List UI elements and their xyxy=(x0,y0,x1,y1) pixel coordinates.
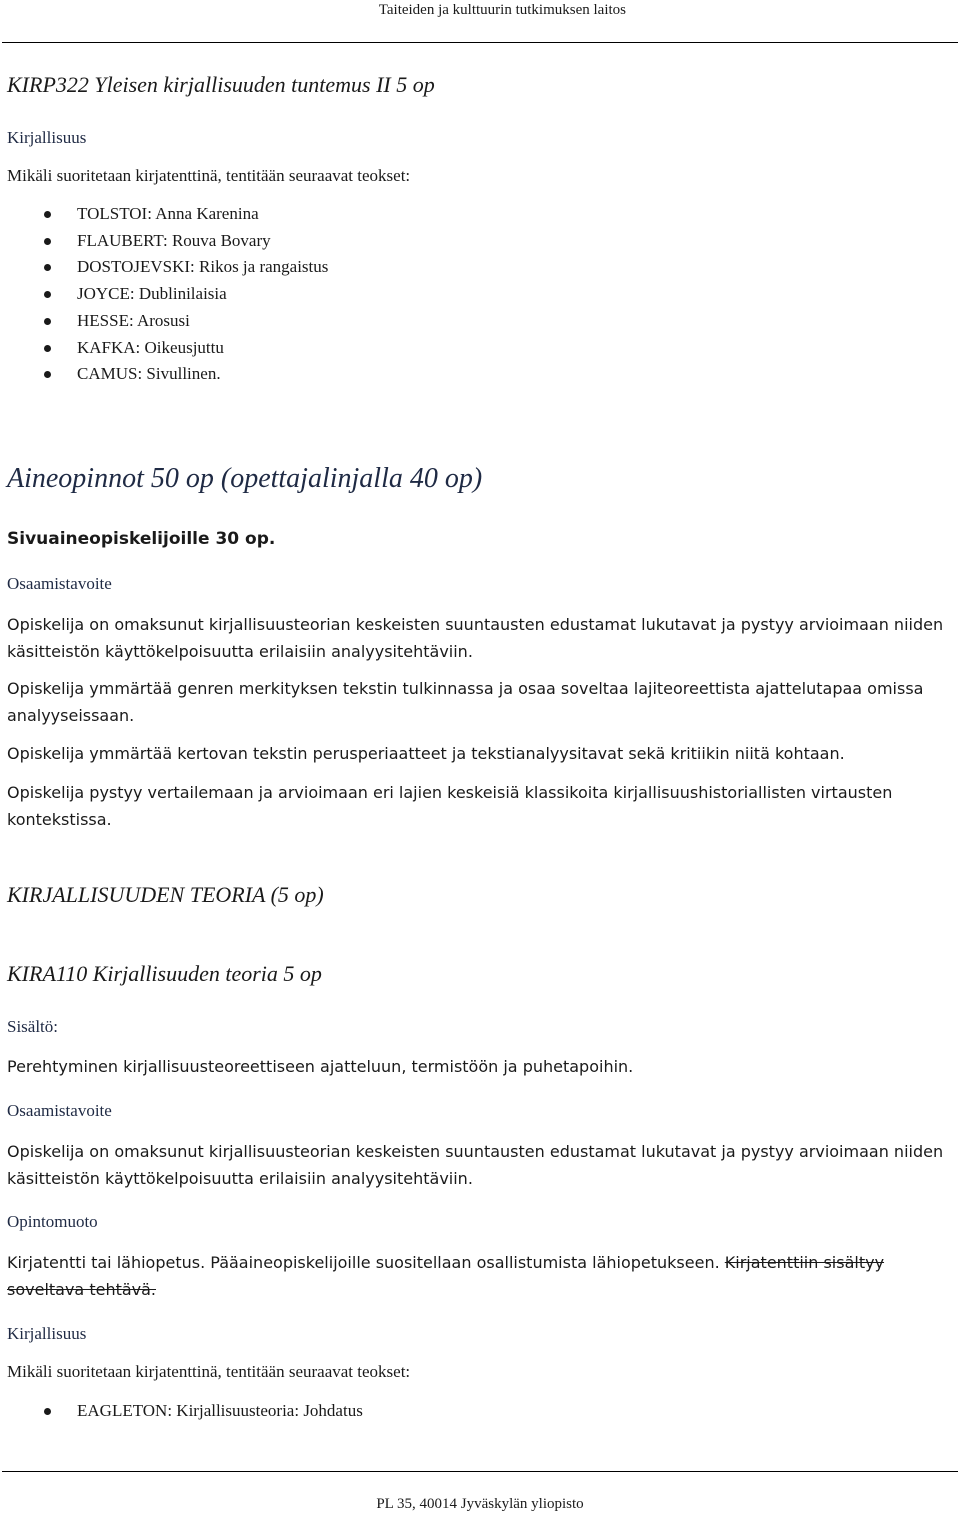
outcomes-label: Osaamistavoite xyxy=(7,1101,112,1120)
list-item: KAFKA: Oikeusjuttu xyxy=(40,335,328,362)
minor-students-note: Sivuaineopiskelijoille 30 op. xyxy=(7,529,276,549)
literature-intro: Mikäli suoritetaan kirjatenttinä, tentitään seuraavat teokset: xyxy=(7,1362,411,1381)
outcomes-text xyxy=(7,779,947,833)
content-text xyxy=(7,1053,947,1080)
header-rule xyxy=(2,42,958,43)
outcomes-label: Osaamistavoite xyxy=(7,574,112,593)
course-title-kirp322: KIRP322 Yleisen kirjallisuuden tuntemus II 5 op xyxy=(7,72,435,97)
outcomes-text xyxy=(7,611,947,665)
list-item: EAGLETON: Kirjallisuusteoria: Johdatus xyxy=(40,1398,363,1425)
content-label: Sisältö: xyxy=(7,1017,59,1036)
section-heading-aineopinnot: Aineopinnot 50 op (opettajalinjalla 40 op) xyxy=(7,463,483,494)
content-paragraph: Perehtyminen kirjallisuusteoreettiseen ajatteluun, termistöön ja puhetapoihin. xyxy=(7,1057,634,1076)
footer-rule xyxy=(2,1471,958,1472)
outcomes-text xyxy=(7,675,947,729)
literature-label: Kirjallisuus xyxy=(7,1324,87,1343)
course-title-kira110: KIRA110 Kirjallisuuden teoria 5 op xyxy=(7,961,322,986)
list-item: DOSTOJEVSKI: Rikos ja rangaistus xyxy=(40,254,328,281)
footer-address: PL 35, 40014 Jyväskylän yliopisto xyxy=(376,1496,584,1512)
outcome-paragraph: Opiskelija ymmärtää kertovan tekstin perusperiaatteet ja tekstianalyysitavat sekä kritiikin niitä kohtaan. xyxy=(7,744,845,763)
outcomes-text xyxy=(7,740,947,767)
list-item: FLAUBERT: Rouva Bovary xyxy=(40,228,328,255)
outcome-paragraph: Opiskelija on omaksunut kirjallisuusteorian keskeisten suuntausten edustamat lukutavat ja pystyy arvioimaan niiden käsitteistön käyttökelpoisuutta erilaisiin analyysitehtäviin. xyxy=(7,615,944,661)
literature-intro: Mikäli suoritetaan kirjatenttinä, tentitään seuraavat teokset: xyxy=(7,166,411,185)
literature-label: Kirjallisuus xyxy=(7,128,87,147)
study-mode-paragraph xyxy=(7,1249,947,1303)
struck-text: Kirjatenttiin sisältyy soveltava tehtävä. xyxy=(7,1253,885,1299)
list-item: CAMUS: Sivullinen. xyxy=(40,361,328,388)
outcome-paragraph: Opiskelija ymmärtää genren merkityksen tekstin tulkinnassa ja osaa soveltaa lajiteoreettista ajattelutapaa omissa analyyseissaan. xyxy=(7,679,924,725)
outcome-paragraph: Opiskelija pystyy vertailemaan ja arvioimaan eri lajien keskeisiä klassikoita kirjallisuushistoriallisten virtausten kontekstissa. xyxy=(7,783,893,829)
list-item: JOYCE: Dublinilaisia xyxy=(40,281,328,308)
outcomes-text xyxy=(7,1138,947,1192)
header-institution: Taiteiden ja kulttuurin tutkimuksen laitos xyxy=(378,2,626,18)
section-heading-theory: KIRJALLISUUDEN TEORIA (5 op) xyxy=(7,882,324,907)
study-mode-main: Kirjatentti tai lähiopetus. Pääaineopiskelijoille suositellaan osallistumista lähiopetukseen. xyxy=(7,1253,720,1272)
study-mode-label: Opintomuoto xyxy=(7,1212,98,1231)
list-item: HESSE: Arosusi xyxy=(40,308,328,335)
list-item: TOLSTOI: Anna Karenina xyxy=(40,201,328,228)
outcome-paragraph: Opiskelija on omaksunut kirjallisuusteorian keskeisten suuntausten edustamat lukutavat ja pystyy arvioimaan niiden käsitteistön käyttökelpoisuutta erilaisiin analyysitehtäviin. xyxy=(7,1142,944,1188)
study-mode-text xyxy=(7,1249,947,1303)
book-list xyxy=(40,1398,363,1425)
book-list xyxy=(40,201,328,388)
